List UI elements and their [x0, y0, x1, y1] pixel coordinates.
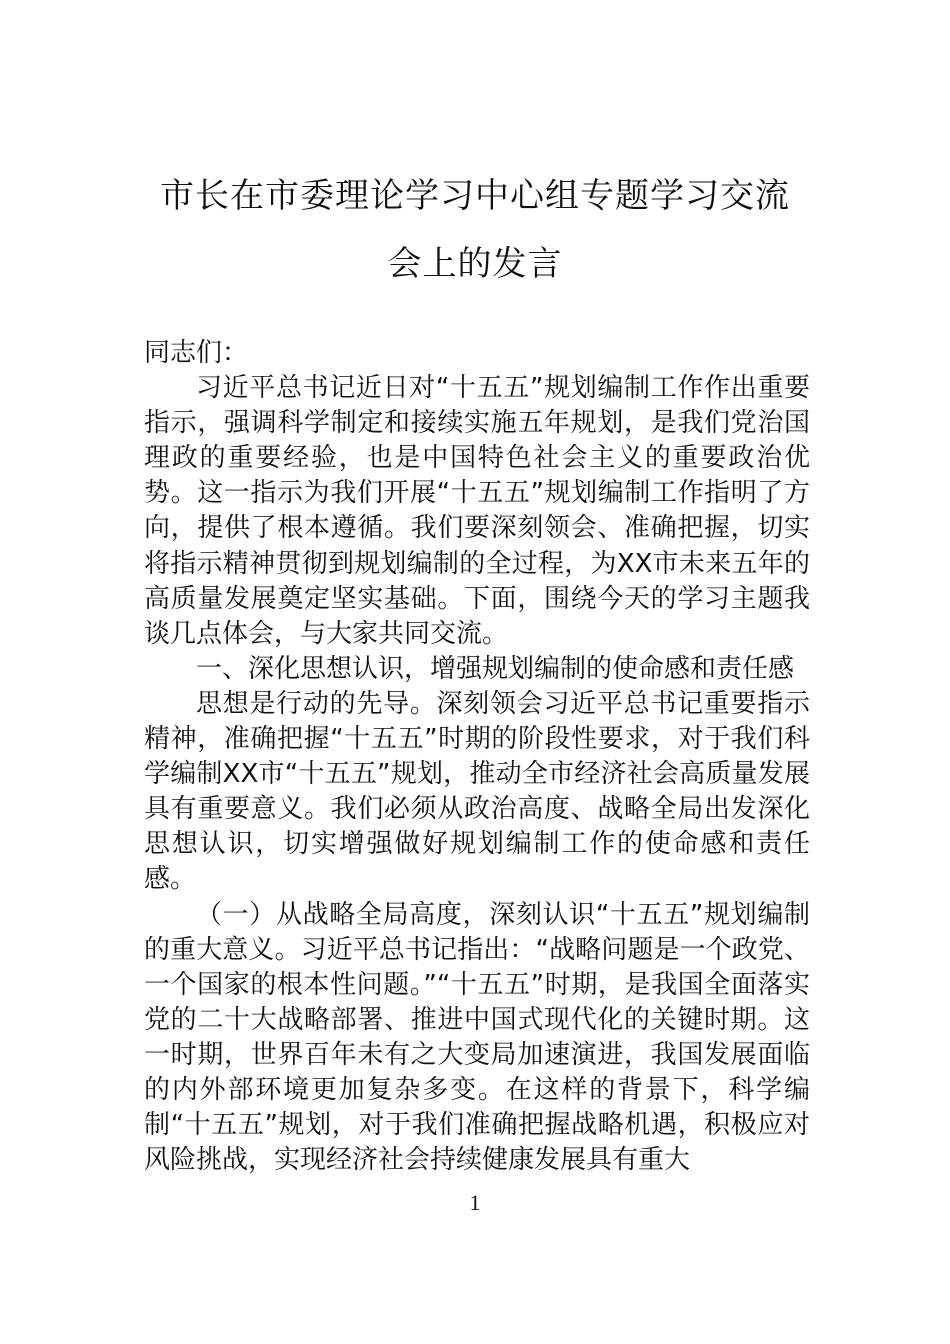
section-heading-1: 一、深化思想认识，增强规划编制的使命感和责任感: [196, 653, 795, 684]
paragraph-subsection-1: （一）从战略全局高度，深刻认识“十五五”规划编制的重大意义。习近平总书记指出：“战略问题是一个政党、一个国家的根本性问题。”“十五五”时期，是我国全面落实党的二十大战略部署、推进中国式现代化的关键时期。这一时期，世界百年未有之大变局加速演进，我国发展面临的内外部环境更加复杂多变。在这样的背景下，科学编制“十五五”规划，对于我们准确把握战略机遇，积极应对风险挑战，实现经济社会持续健康发展具有重大: [144, 899, 810, 1176]
document-title-line-2: 会上的发言: [387, 244, 563, 284]
document-title-line-1: 市长在市委理论学习中心组专题学习交流: [160, 176, 790, 216]
document-body: [144, 336, 810, 1178]
paragraph-section-1: 思想是行动的先导。深刻领会习近平总书记重要指示精神，准确把握“十五五”时期的阶段性要求，对于我们科学编制XX市“十五五”规划，推动全市经济社会高质量发展具有重要意义。我们必须从政治高度、战略全局出发深化思想认识，切实增强做好规划编制工作的使命感和责任感。: [144, 688, 810, 895]
page-number: 1: [469, 1190, 481, 1215]
paragraph-intro: 习近平总书记近日对“十五五”规划编制工作作出重要指示，强调科学制定和接续实施五年规划，是我们党治国理政的重要经验，也是中国特色社会主义的重要政治优势。这一指示为我们开展“十五五”规划编制工作指明了方向，提供了根本遵循。我们要深刻领会、准确把握，切实将指示精神贯彻到规划编制的全过程，为XX市未来五年的高质量发展奠定坚实基础。下面，围绕今天的学习主题我谈几点体会，与大家共同交流。: [144, 373, 810, 649]
salutation: 同志们：: [144, 338, 249, 368]
